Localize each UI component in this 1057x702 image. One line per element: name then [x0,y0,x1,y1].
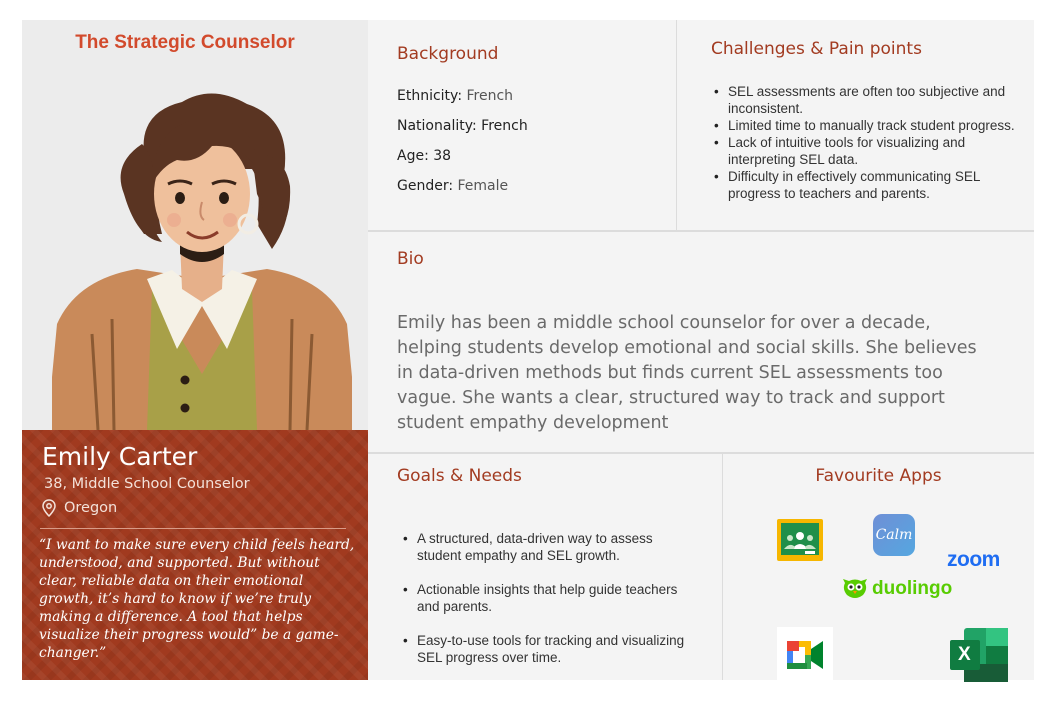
location-pin-icon [42,499,56,517]
persona-card [22,20,1034,680]
apps-title: Favourite Apps [815,466,942,486]
fact-ethnicity: Ethnicity: French [397,88,514,104]
portrait-panel [22,20,368,430]
fact-age: Age: 38 [397,148,452,164]
persona-name: Emily Carter [42,442,198,471]
divider [40,528,346,529]
goals-panel [368,454,722,680]
duolingo-logo: duolingo [841,577,952,601]
list-item: • A structured, data-driven way to assess student empathy and SEL growth. [399,530,699,564]
bio-title: Bio [397,249,424,269]
list-item: • Easy-to-use tools for tracking and visualizing SEL progress over time. [399,632,699,666]
profile-card [22,430,368,680]
bio-panel [368,232,1034,452]
persona-quote: “I want to make sure every child feels heard, understood, and supported. But without clear, reliable data on their emotional growth, it’s hard to know if we’re truly making a difference. A tool that helps visualize their progress would” be a game-changer.” [39,537,355,661]
background-facts [397,86,528,206]
excel-icon: X [950,628,1010,682]
list-item: • SEL assessments are often too subjective and inconsistent. [710,83,1015,117]
fact-gender: Gender: Female [397,178,509,194]
goals-list [399,530,699,683]
list-item: • Lack of intuitive tools for visualizing and interpreting SEL data. [710,134,1015,168]
location-row [42,499,117,517]
calm-logo: Calm [873,514,915,556]
google-classroom-icon [777,519,823,561]
goals-title: Goals & Needs [397,466,522,486]
challenges-list [710,83,1015,202]
background-title: Background [397,44,499,64]
duolingo-owl-icon [841,577,869,601]
background-panel [368,20,676,230]
location-label: Oregon [64,500,118,516]
list-item: • Limited time to manually track student progress. [710,117,1015,134]
apps-panel [723,454,1034,680]
challenges-title: Challenges & Pain points [711,39,922,59]
bio-text: Emily has been a middle school counselor for over a decade, helping students develop emotional and social skills. She believes in data-driven methods but finds current SEL assessments too vague. She wants a clear, structured way to track and support student empathy development [397,313,977,433]
persona-type-title: The Strategic Counselor [75,32,295,53]
persona-role: 38, Middle School Counselor [44,476,250,492]
google-meet-icon [777,627,833,683]
zoom-logo: zoom [947,548,1000,571]
profile-column [22,20,368,680]
list-item: • Difficulty in effectively communicating SEL progress to teachers and parents. [710,168,1015,202]
fact-nationality: Nationality: French [397,118,528,134]
challenges-panel [677,20,1034,230]
portrait-illustration [52,74,352,430]
list-item: • Actionable insights that help guide teachers and parents. [399,581,699,615]
